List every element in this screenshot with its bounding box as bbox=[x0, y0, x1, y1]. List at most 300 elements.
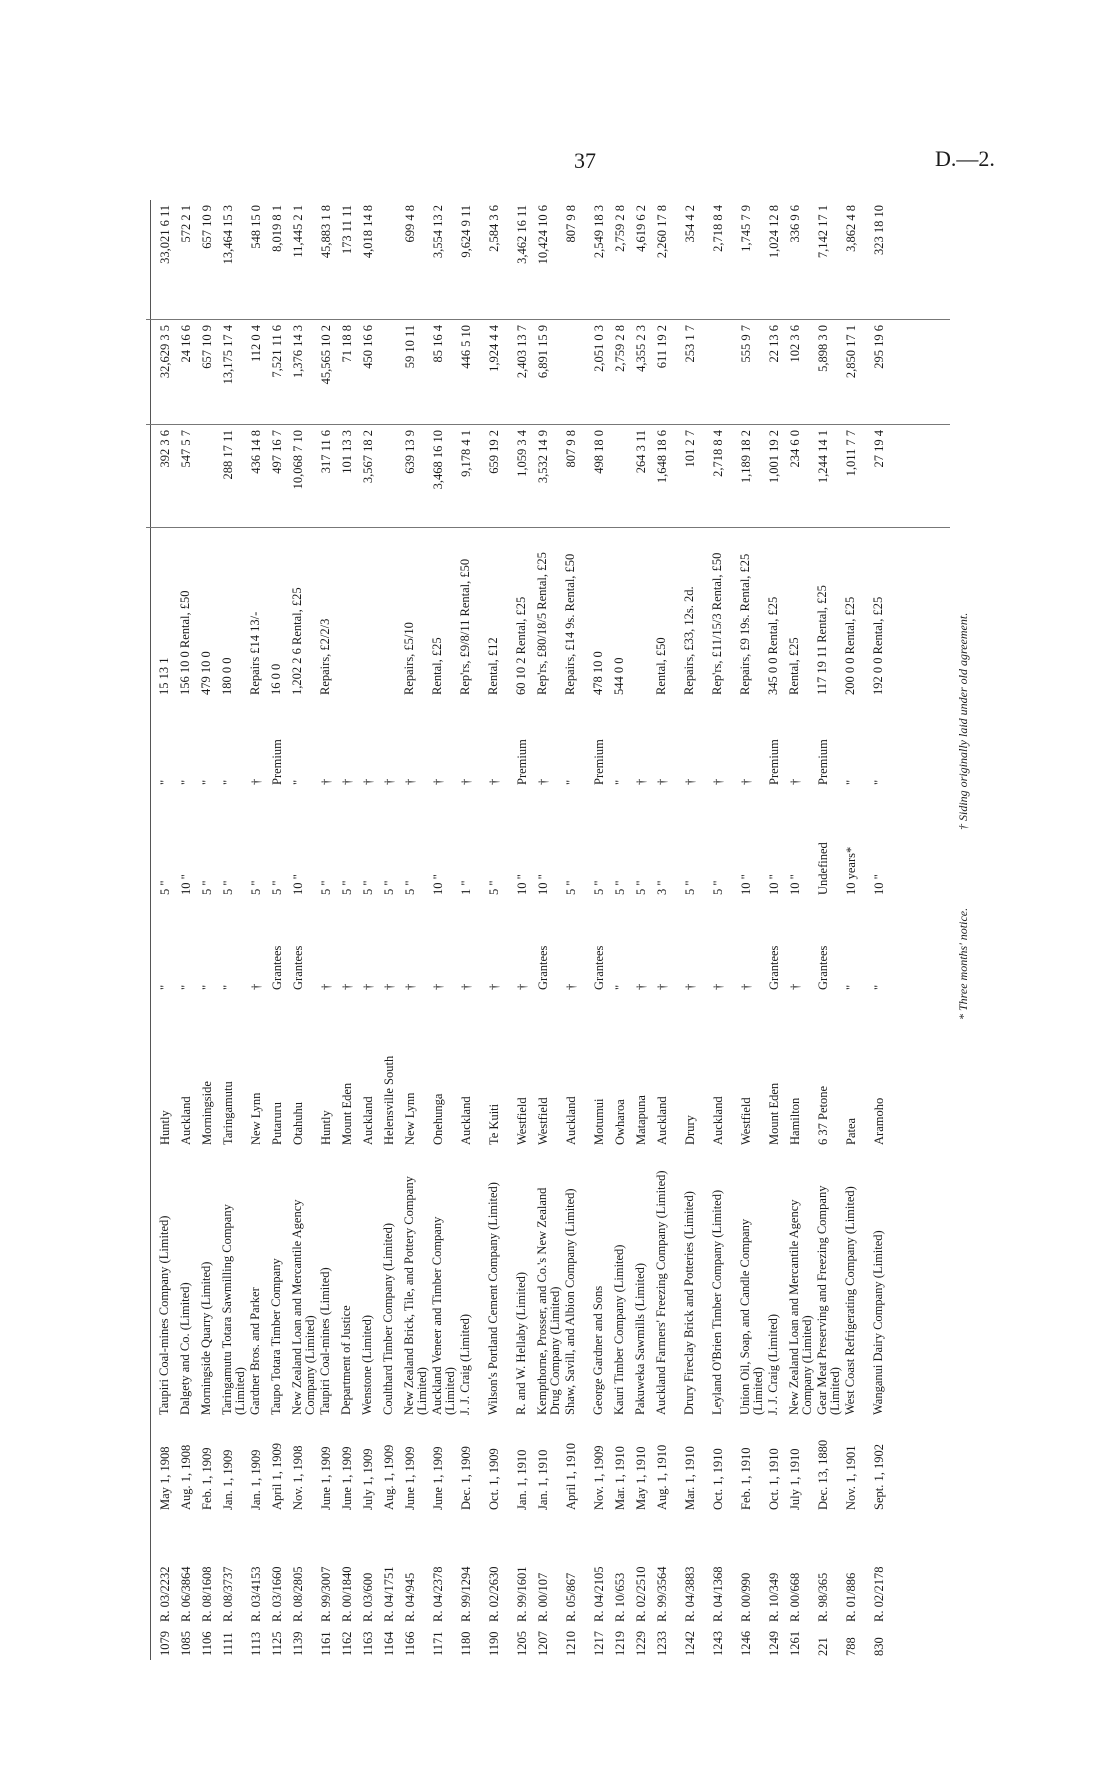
cell-name: Leyland O'Brien Timber Company (Limited) bbox=[710, 1189, 724, 1415]
cell-num: 1207 bbox=[536, 1631, 550, 1656]
cell-num: 1219 bbox=[613, 1631, 627, 1656]
cell-num: 1242 bbox=[683, 1631, 697, 1656]
cell-num: 1205 bbox=[515, 1631, 529, 1656]
cell-date: June 1, 1909 bbox=[319, 1446, 333, 1510]
cell-m1: 317 11 6 bbox=[319, 430, 333, 474]
cell-ref: R. 10/349 bbox=[767, 1572, 781, 1622]
cell-ref: R. 99/3007 bbox=[319, 1566, 333, 1622]
cell-date: Oct. 1, 1910 bbox=[767, 1448, 781, 1510]
cell-m3: 8,019 8 1 bbox=[270, 205, 284, 252]
cell-name: Taupiri Coal-mines (Limited) bbox=[318, 1267, 332, 1415]
cell-num: 1125 bbox=[270, 1631, 284, 1656]
cell-name: Drury Fireclay Brick and Potteries (Limited) bbox=[682, 1191, 696, 1415]
cell-date: June 1, 1909 bbox=[403, 1446, 417, 1510]
cell-m1: 1,648 18 6 bbox=[655, 430, 669, 484]
cell-m2: 450 16 6 bbox=[361, 325, 375, 369]
cell-ref: R. 03/4153 bbox=[249, 1566, 263, 1622]
cell-m3: 2,718 8 4 bbox=[711, 205, 725, 252]
cell-m2: 611 19 2 bbox=[655, 325, 669, 369]
cell-place: Auckland bbox=[179, 1096, 193, 1145]
cell-cons: " bbox=[291, 779, 305, 785]
cell-m1: 3,468 16 10 bbox=[431, 430, 445, 490]
cell-ref: R. 04/1368 bbox=[711, 1566, 725, 1622]
cell-who: † bbox=[739, 983, 753, 990]
cell-num: 1261 bbox=[788, 1631, 802, 1656]
cell-place: New Lynn bbox=[249, 1092, 263, 1145]
cell-m3: 572 2 1 bbox=[179, 205, 193, 243]
cell-num: 1161 bbox=[319, 1631, 333, 1656]
cell-term: 10 " bbox=[431, 874, 445, 895]
cell-rent: 16 0 0 bbox=[269, 663, 283, 695]
cell-term: 10 " bbox=[872, 874, 886, 895]
cell-date: Nov. 1, 1908 bbox=[291, 1445, 305, 1510]
cell-m3: 10,424 10 6 bbox=[536, 205, 550, 265]
cell-term: 5 " bbox=[270, 880, 284, 895]
cell-cons: † bbox=[319, 778, 333, 785]
column-rule bbox=[146, 424, 950, 425]
cell-who: Grantees bbox=[270, 945, 284, 990]
cell-m1: 639 13 9 bbox=[403, 430, 417, 474]
cell-m3: 2,260 17 8 bbox=[655, 205, 669, 259]
rotated-table bbox=[150, 200, 970, 1660]
cell-name: Gear Meat Preserving and Freezing Company (Limited) bbox=[815, 1185, 842, 1415]
cell-ref: R. 02/2510 bbox=[634, 1566, 648, 1622]
cell-m3: 1,745 7 9 bbox=[739, 205, 753, 252]
cell-term: 5 " bbox=[221, 880, 235, 895]
cell-term: 5 " bbox=[613, 880, 627, 895]
cell-num: 1217 bbox=[592, 1631, 606, 1656]
cell-date: Jan. 1, 1909 bbox=[221, 1449, 235, 1510]
cell-m1: 497 16 7 bbox=[270, 430, 284, 474]
cell-cons: " bbox=[179, 779, 193, 785]
cell-m1: 101 13 3 bbox=[340, 430, 354, 474]
cell-name: Auckland Veneer and Timber Company (Limited) bbox=[430, 1216, 457, 1415]
cell-date: Mar. 1, 1910 bbox=[683, 1446, 697, 1510]
cell-m2: 2,403 13 7 bbox=[515, 325, 529, 379]
cell-term: 10 " bbox=[291, 874, 305, 895]
cell-place: Drury bbox=[683, 1115, 697, 1145]
cell-place: Mount Eden bbox=[767, 1082, 781, 1145]
cell-place: Motumui bbox=[592, 1098, 606, 1145]
cell-m2: 71 18 8 bbox=[340, 325, 354, 363]
cell-place: Westfield bbox=[515, 1097, 529, 1145]
cell-ref: R. 08/3737 bbox=[221, 1566, 235, 1622]
cell-date: Aug. 1, 1908 bbox=[179, 1444, 193, 1510]
cell-place: Huntly bbox=[158, 1110, 172, 1145]
cell-ref: R. 00/107 bbox=[536, 1572, 550, 1622]
cell-m2: 2,850 17 1 bbox=[844, 325, 858, 379]
cell-ref: R. 00/1840 bbox=[340, 1566, 354, 1622]
cell-who: † bbox=[564, 983, 578, 990]
cell-m3: 13,464 15 3 bbox=[221, 205, 235, 265]
cell-name: West Coast Refrigerating Company (Limited) bbox=[843, 1186, 857, 1415]
cell-m3: 45,883 1 8 bbox=[319, 205, 333, 259]
cell-name: Wanganui Dairy Company (Limited) bbox=[871, 1230, 885, 1415]
cell-rent: Rental, £50 bbox=[654, 637, 668, 695]
cell-place: New Lynn bbox=[403, 1092, 417, 1145]
cell-m1: 1,189 18 2 bbox=[739, 430, 753, 484]
cell-term: 10 " bbox=[739, 874, 753, 895]
cell-date: Sept. 1, 1902 bbox=[872, 1444, 886, 1510]
cell-place: Mount Eden bbox=[340, 1082, 354, 1145]
cell-who: † bbox=[788, 983, 802, 990]
table-top-rule bbox=[150, 200, 151, 1660]
cell-place: Otahuhu bbox=[291, 1101, 305, 1145]
cell-name: Coulthard Timber Company (Limited) bbox=[381, 1222, 395, 1415]
cell-cons: † bbox=[788, 778, 802, 785]
cell-ref: R. 08/1608 bbox=[200, 1566, 214, 1622]
cell-m2: 6,891 15 9 bbox=[536, 325, 550, 379]
cell-place: Westfield bbox=[536, 1097, 550, 1145]
cell-date: Jan. 1, 1910 bbox=[515, 1449, 529, 1510]
cell-cons: " bbox=[200, 779, 214, 785]
cell-cons: † bbox=[683, 778, 697, 785]
cell-cons: † bbox=[536, 778, 550, 785]
cell-name: Morningside Quarry (Limited) bbox=[199, 1261, 213, 1415]
cell-cons: † bbox=[340, 778, 354, 785]
cell-m2: 4,355 2 3 bbox=[634, 325, 648, 372]
cell-date: Aug. 1, 1910 bbox=[655, 1444, 669, 1510]
cell-m3: 4,018 14 8 bbox=[361, 205, 375, 259]
cell-who: † bbox=[459, 983, 473, 990]
cell-who: † bbox=[403, 983, 417, 990]
cell-m1: 3,567 18 2 bbox=[361, 430, 375, 484]
cell-place: Aramoho bbox=[872, 1097, 886, 1145]
cell-ref: R. 99/3564 bbox=[655, 1566, 669, 1622]
cell-cons: † bbox=[459, 778, 473, 785]
cell-m1: 9,178 4 1 bbox=[459, 430, 473, 477]
cell-who: Grantees bbox=[536, 945, 550, 990]
cell-date: Nov. 1, 1901 bbox=[844, 1445, 858, 1510]
cell-rent: 192 0 0 Rental, £25 bbox=[871, 596, 885, 695]
cell-place: Morningside bbox=[200, 1081, 214, 1145]
cell-place: Auckland bbox=[361, 1096, 375, 1145]
cell-cons: " bbox=[221, 779, 235, 785]
cell-m3: 1,024 12 8 bbox=[767, 205, 781, 259]
cell-place: Onehunga bbox=[431, 1093, 445, 1145]
cell-term: 10 " bbox=[179, 874, 193, 895]
cell-num: 1229 bbox=[634, 1631, 648, 1656]
cell-m3: 2,549 18 3 bbox=[592, 205, 606, 259]
cell-rent: 544 0 0 bbox=[612, 657, 626, 695]
cell-m2: 32,629 3 5 bbox=[158, 325, 172, 379]
cell-num: 1249 bbox=[767, 1631, 781, 1656]
cell-term: 10 " bbox=[515, 874, 529, 895]
cell-num: 830 bbox=[872, 1637, 886, 1656]
cell-ref: R. 03/1660 bbox=[270, 1566, 284, 1622]
cell-m3: 2,759 2 8 bbox=[613, 205, 627, 252]
cell-rent: 200 0 0 Rental, £25 bbox=[843, 596, 857, 695]
cell-date: Dec. 1, 1909 bbox=[459, 1446, 473, 1510]
cell-num: 1111 bbox=[221, 1632, 235, 1656]
cell-name: Taupiri Coal-mines Company (Limited) bbox=[157, 1215, 171, 1415]
cell-cons: " bbox=[158, 779, 172, 785]
cell-cons: † bbox=[403, 778, 417, 785]
cell-place: Huntly bbox=[319, 1110, 333, 1145]
cell-date: Feb. 1, 1909 bbox=[200, 1447, 214, 1510]
cell-ref: R. 06/3864 bbox=[179, 1566, 193, 1622]
cell-who: " bbox=[179, 984, 193, 990]
cell-who: † bbox=[683, 983, 697, 990]
cell-rent: Rep'rs, £80/18/5 Rental, £25 bbox=[535, 552, 549, 695]
cell-num: 1180 bbox=[459, 1631, 473, 1656]
cell-cons: † bbox=[655, 778, 669, 785]
cell-m1: 10,068 7 10 bbox=[291, 430, 305, 490]
cell-ref: R. 03/600 bbox=[361, 1572, 375, 1622]
cell-term: 5 " bbox=[403, 880, 417, 895]
cell-rent: Repairs, £14 9s. Rental, £50 bbox=[563, 553, 577, 695]
cell-num: 221 bbox=[816, 1637, 830, 1656]
cell-date: Oct. 1, 1910 bbox=[711, 1448, 725, 1510]
cell-term: 10 " bbox=[788, 874, 802, 895]
cell-m3: 33,021 6 11 bbox=[158, 205, 172, 264]
cell-m2: 85 16 4 bbox=[431, 325, 445, 363]
cell-term: 5 " bbox=[319, 880, 333, 895]
cell-who: Grantees bbox=[816, 945, 830, 990]
cell-rent: 1,202 2 6 Rental, £25 bbox=[290, 587, 304, 695]
cell-m3: 173 11 11 bbox=[340, 205, 354, 255]
cell-date: Feb. 1, 1910 bbox=[739, 1447, 753, 1510]
cell-num: 788 bbox=[844, 1637, 858, 1656]
cell-m3: 354 4 2 bbox=[683, 205, 697, 243]
cell-m2: 2,759 2 8 bbox=[613, 325, 627, 372]
cell-m2: 5,898 3 0 bbox=[816, 325, 830, 372]
cell-cons: † bbox=[361, 778, 375, 785]
cell-rent: Rep'rs, £11/15/3 Rental, £50 bbox=[710, 552, 724, 695]
cell-ref: R. 00/668 bbox=[788, 1572, 802, 1622]
cell-who: " bbox=[221, 984, 235, 990]
cell-date: Mar. 1, 1910 bbox=[613, 1446, 627, 1510]
cell-place: Auckland bbox=[655, 1096, 669, 1145]
cell-rent: Repairs, £5/10 bbox=[402, 622, 416, 695]
cell-rent: Rental, £25 bbox=[787, 637, 801, 695]
cell-place: Auckland bbox=[711, 1096, 725, 1145]
cell-cons: † bbox=[487, 778, 501, 785]
cell-ref: R. 04/2105 bbox=[592, 1566, 606, 1622]
cell-m3: 548 15 0 bbox=[249, 205, 263, 249]
cell-rent: Rep'rs, £9/8/11 Rental, £50 bbox=[458, 558, 472, 695]
cell-name: Taupo Totara Timber Company bbox=[269, 1258, 283, 1415]
cell-who: † bbox=[340, 983, 354, 990]
cell-cons: Premium bbox=[592, 739, 606, 785]
cell-term: 5 " bbox=[592, 880, 606, 895]
cell-cons: Premium bbox=[270, 739, 284, 785]
cell-place: Putaruru bbox=[270, 1101, 284, 1145]
cell-cons: Premium bbox=[767, 739, 781, 785]
cell-name: George Gardner and Sons bbox=[591, 1285, 605, 1415]
cell-m3: 3,862 4 8 bbox=[844, 205, 858, 252]
cell-m1: 1,244 14 1 bbox=[816, 430, 830, 484]
cell-ref: R. 08/2805 bbox=[291, 1566, 305, 1622]
cell-m3: 9,624 9 11 bbox=[459, 205, 473, 258]
cell-ref: R. 03/2232 bbox=[158, 1566, 172, 1622]
cell-term: 5 " bbox=[382, 880, 396, 895]
cell-place: Taringamutu bbox=[221, 1081, 235, 1145]
cell-who: † bbox=[382, 983, 396, 990]
cell-cons: Premium bbox=[515, 739, 529, 785]
cell-rent: 479 10 0 bbox=[199, 651, 213, 695]
footnote-siding: † Siding originally laid under old agreement. bbox=[956, 612, 970, 830]
cell-m1: 234 6 0 bbox=[788, 430, 802, 468]
cell-place: Hamilton bbox=[788, 1097, 802, 1145]
cell-name: Kauri Timber Company (Limited) bbox=[612, 1244, 626, 1415]
cell-m1: 3,532 14 9 bbox=[536, 430, 550, 484]
cell-date: June 1, 1909 bbox=[340, 1446, 354, 1510]
cell-name: Dalgety and Co. (Limited) bbox=[178, 1282, 192, 1415]
cell-who: Grantees bbox=[291, 945, 305, 990]
cell-m2: 112 0 4 bbox=[249, 325, 263, 363]
cell-term: 5 " bbox=[564, 880, 578, 895]
page-number: 37 bbox=[574, 148, 596, 173]
cell-num: 1079 bbox=[158, 1631, 172, 1656]
cell-name: J. J. Craig (Limited) bbox=[458, 1313, 472, 1415]
cell-m1: 807 9 8 bbox=[564, 430, 578, 468]
cell-num: 1163 bbox=[361, 1631, 375, 1656]
cell-date: July 1, 1909 bbox=[361, 1448, 375, 1510]
cell-ref: R. 04/945 bbox=[403, 1572, 417, 1622]
cell-name: R. and W. Hellaby (Limited) bbox=[514, 1271, 528, 1415]
cell-rent: 15 13 1 bbox=[157, 657, 171, 695]
cell-m2: 13,175 17 4 bbox=[221, 325, 235, 385]
cell-cons: † bbox=[431, 778, 445, 785]
cell-ref: R. 00/990 bbox=[739, 1572, 753, 1622]
cell-m3: 4,619 6 2 bbox=[634, 205, 648, 252]
column-rule bbox=[146, 527, 950, 528]
cell-m2: 1,376 14 3 bbox=[291, 325, 305, 379]
cell-name: New Zealand Brick, Tile, and Pottery Company (Limited) bbox=[402, 1176, 429, 1415]
cell-cons: † bbox=[634, 778, 648, 785]
cell-rent: 345 0 0 Rental, £25 bbox=[766, 596, 780, 695]
cell-ref: R. 98/365 bbox=[816, 1572, 830, 1622]
cell-m3: 3,554 13 2 bbox=[431, 205, 445, 259]
cell-term: 3 " bbox=[655, 880, 669, 895]
cell-cons: " bbox=[613, 779, 627, 785]
cell-term: 10 " bbox=[536, 874, 550, 895]
cell-rent: 180 0 0 bbox=[220, 657, 234, 695]
cell-who: † bbox=[487, 983, 501, 990]
cell-rent: 478 10 0 bbox=[591, 651, 605, 695]
cell-term: 10 " bbox=[767, 874, 781, 895]
cell-who: " bbox=[872, 984, 886, 990]
cell-m3: 657 10 9 bbox=[200, 205, 214, 249]
cell-date: May 1, 1908 bbox=[158, 1446, 172, 1510]
cell-rent: Repairs £14 13/- bbox=[248, 611, 262, 695]
cell-ref: R. 01/886 bbox=[844, 1572, 858, 1622]
cell-place: Auckland bbox=[564, 1096, 578, 1145]
cell-who: † bbox=[515, 983, 529, 990]
cell-date: April 1, 1910 bbox=[564, 1442, 578, 1510]
cell-m1: 659 19 2 bbox=[487, 430, 501, 474]
cell-num: 1171 bbox=[431, 1631, 445, 1656]
cell-cons: † bbox=[382, 778, 396, 785]
cell-cons: " bbox=[872, 779, 886, 785]
cell-place: Auckland bbox=[459, 1096, 473, 1145]
cell-ref: R. 99/1294 bbox=[459, 1566, 473, 1622]
cell-who: † bbox=[319, 983, 333, 990]
cell-term: Undefined bbox=[816, 842, 830, 895]
cell-term: 5 " bbox=[158, 880, 172, 895]
cell-term: 1 " bbox=[459, 880, 473, 895]
cell-term: 10 years* bbox=[844, 846, 858, 895]
cell-name: Kempthorne, Prosser, and Co.'s New Zealand Drug Company (Limited) bbox=[535, 1187, 562, 1415]
cell-num: 1085 bbox=[179, 1631, 193, 1656]
cell-m3: 7,142 17 1 bbox=[816, 205, 830, 259]
cell-rent: Repairs, £33, 12s. 2d. bbox=[682, 586, 696, 695]
cell-name: Department of Justice bbox=[339, 1305, 353, 1415]
footnote-three-months: * Three months' notice. bbox=[956, 907, 970, 1020]
cell-who: † bbox=[711, 983, 725, 990]
cell-m1: 2,718 8 4 bbox=[711, 430, 725, 477]
cell-name: Gardner Bros. and Parker bbox=[248, 1287, 262, 1415]
cell-name: Pakuweka Sawmills (Limited) bbox=[633, 1262, 647, 1415]
cell-date: April 1, 1909 bbox=[270, 1442, 284, 1510]
cell-m2: 253 1 7 bbox=[683, 325, 697, 363]
cell-date: Nov. 1, 1909 bbox=[592, 1445, 606, 1510]
cell-date: Jan. 1, 1910 bbox=[536, 1449, 550, 1510]
cell-term: 5 " bbox=[683, 880, 697, 895]
cell-m1: 392 3 6 bbox=[158, 430, 172, 468]
cell-m3: 699 4 8 bbox=[403, 205, 417, 243]
cell-term: 5 " bbox=[634, 880, 648, 895]
cell-who: † bbox=[361, 983, 375, 990]
cell-cons: † bbox=[711, 778, 725, 785]
cell-who: † bbox=[431, 983, 445, 990]
cell-rent: Repairs, £2/2/3 bbox=[318, 618, 332, 695]
cell-num: 1166 bbox=[403, 1631, 417, 1656]
cell-m2: 295 19 6 bbox=[872, 325, 886, 369]
cell-term: 5 " bbox=[487, 880, 501, 895]
cell-name: Wilson's Portland Cement Company (Limited) bbox=[486, 1182, 500, 1415]
cell-date: Jan. 1, 1909 bbox=[249, 1449, 263, 1510]
cell-place: Matapuna bbox=[634, 1095, 648, 1145]
cell-num: 1164 bbox=[382, 1631, 396, 1656]
column-rule bbox=[146, 319, 950, 320]
cell-num: 1162 bbox=[340, 1631, 354, 1656]
cell-name: New Zealand Loan and Mercantile Agency Company (Limited) bbox=[290, 1199, 317, 1415]
cell-m1: 288 17 11 bbox=[221, 430, 235, 480]
cell-m2: 59 10 11 bbox=[403, 325, 417, 369]
document-reference: D.—2. bbox=[935, 146, 995, 171]
cell-m2: 555 9 7 bbox=[739, 325, 753, 363]
cell-ref: R. 04/1751 bbox=[382, 1566, 396, 1622]
cell-m2: 2,051 0 3 bbox=[592, 325, 606, 372]
cell-m1: 264 3 11 bbox=[634, 430, 648, 474]
cell-who: " bbox=[158, 984, 172, 990]
cell-rent: 117 19 11 Rental, £25 bbox=[815, 585, 829, 695]
cell-m3: 807 9 8 bbox=[564, 205, 578, 243]
cell-date: Aug. 1, 1909 bbox=[382, 1444, 396, 1510]
cell-m1: 27 19 4 bbox=[872, 430, 886, 468]
cell-term: 5 " bbox=[711, 880, 725, 895]
cell-cons: † bbox=[249, 778, 263, 785]
cell-m1: 101 2 7 bbox=[683, 430, 697, 468]
cell-m1: 547 5 7 bbox=[179, 430, 193, 468]
cell-rent: 60 10 2 Rental, £25 bbox=[514, 596, 528, 695]
cell-who: " bbox=[844, 984, 858, 990]
cell-term: 5 " bbox=[200, 880, 214, 895]
cell-cons: † bbox=[739, 778, 753, 785]
cell-term: 5 " bbox=[249, 880, 263, 895]
cell-num: 1246 bbox=[739, 1631, 753, 1656]
cell-ref: R. 02/2178 bbox=[872, 1566, 886, 1622]
cell-rent: Repairs, £9 19s. Rental, £25 bbox=[738, 553, 752, 695]
cell-date: May 1, 1910 bbox=[634, 1446, 648, 1510]
cell-m2: 1,924 4 4 bbox=[487, 325, 501, 372]
cell-place: 6 37 Petone bbox=[816, 1085, 830, 1145]
cell-ref: R. 02/2630 bbox=[487, 1566, 501, 1622]
cell-cons: Premium bbox=[816, 739, 830, 785]
cell-m2: 102 3 6 bbox=[788, 325, 802, 363]
